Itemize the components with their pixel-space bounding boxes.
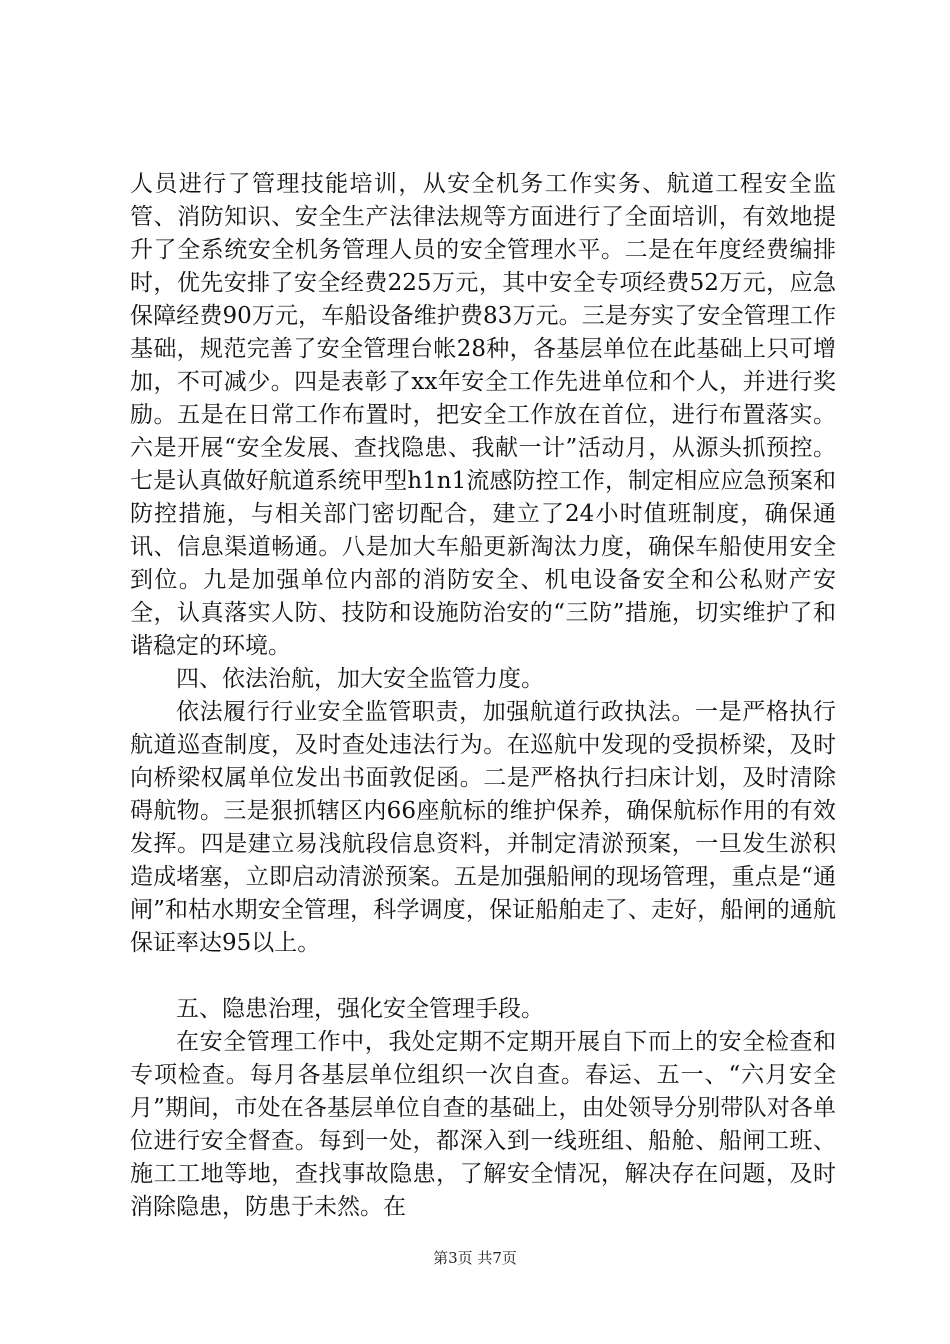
- paragraph-law-enforcement: 依法履行行业安全监管职责，加强航道行政执法。一是严格执行航道巡查制度，及时查处违法行为。在巡航中发现的受损桥梁，及时向桥梁权属单位发出书面敦促函。二是严格执行扫床计划，及时清除碍航物。三是狠抓辖区内66座航标的维护保养，确保航标作用的有效发挥。四是建立易浅航段信息资料，并制定清淤预案，一旦发生淤积造成堵塞，立即启动清淤预案。五是加强船闸的现场管理，重点是“通闸”和枯水期安全管理，科学调度，保证船舶走了、走好，船闸的通航保证率达95以上。: [130, 699, 836, 956]
- section-heading-4: 四、依法治航，加大安全监管力度。: [176, 666, 544, 692]
- section-heading-5: 五、隐患治理，强化安全管理手段。: [176, 996, 544, 1022]
- paragraph-measures-continued: 人员进行了管理技能培训，从安全机务工作实务、航道工程安全监管、消防知识、安全生产法律法规等方面进行了全面培训，有效地提升了全系统安全机务管理人员的安全管理水平。二是在年度经费编排时，优先安排了安全经费225万元，其中安全专项经费52万元，应急保障经费90万元，车船设备维护费83万元。三是夯实了安全管理工作基础，规范完善了安全管理台帐28种，各基层单位在此基础上只可增加，不可减少。四是表彰了xx年安全工作先进单位和个人，并进行奖励。五是在日常工作布置时，把安全工作放在首位，进行布置落实。六是开展“安全发展、查找隐患、我献一计”活动月，从源头抓预控。七是认真做好航道系统甲型h1n1流感防控工作，制定相应应急预案和防控措施，与相关部门密切配合，建立了24小时值班制度，确保通讯、信息渠道畅通。八是加大车船更新淘汰力度，确保车船使用安全到位。九是加强单位内部的消防安全、机电设备安全和公私财产安全，认真落实人防、技防和设施防治安的“三防”措施，切实维护了和谐稳定的环境。: [130, 171, 836, 659]
- page-number-footer: 第3页 共7页: [433, 1249, 517, 1267]
- paragraph-hazard-inspection: 在安全管理工作中，我处定期不定期开展自下而上的安全检查和专项检查。每月各基层单位组织一次自查。春运、五一、“六月安全月”期间，市处在各基层单位自查的基础上，由处领导分别带队对各单位进行安全督查。每到一处，都深入到一线班组、船舱、船闸工班、施工工地等地，查找事故隐患，了解安全情况，解决存在问题，及时消除隐患，防患于未然。在: [130, 1029, 836, 1220]
- document-body: [130, 168, 836, 1224]
